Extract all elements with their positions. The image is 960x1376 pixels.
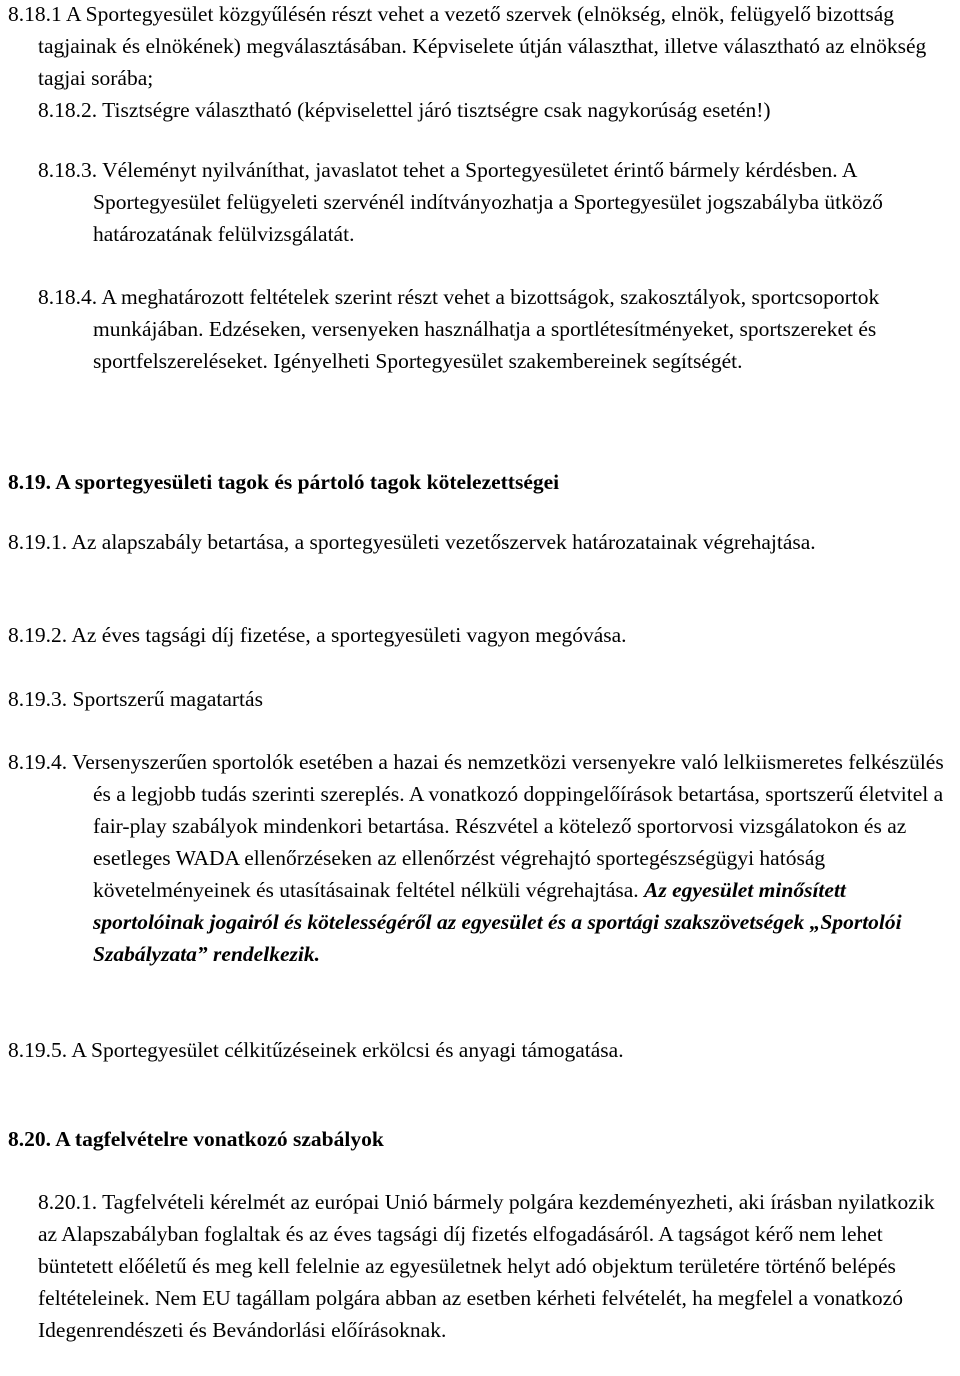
section-text: Véleményt nyilváníthat, javaslatot tehet a Sportegyesületet érintő bármely kérdésben. A Sportegyesület felügyeleti szervénél indítványozhatja a Sportegyesület jogszabályba ütköző határozatának felülvizsgálatát. xyxy=(93,158,883,246)
section-text: Sportszerű magatartás xyxy=(72,687,263,711)
section-text: A Sportegyesület közgyűlésén részt vehet a vezető szervek (elnökség, elnök, felügyelő bizottság tagjainak és elnökének) megválasztásában. Képviselete útján választhat, illetve választható az elnökség tagjai sorába; xyxy=(38,2,927,90)
section-number: 8.19.3. xyxy=(8,687,68,711)
section-text: Az éves tagsági díj fizetése, a sportegyesületi vagyon megóvása. xyxy=(71,623,627,647)
section-8-19-5 xyxy=(0,1034,952,1066)
section-number: 8.18.1 xyxy=(8,2,62,26)
section-8-19-4 xyxy=(0,746,952,970)
section-text: A meghatározott feltételek szerint részt vehet a bizottságok, szakosztályok, sportcsoportok munkájában. Edzéseken, versenyeken használhatja a sportlétesítményeket, sportszereket és sportfelszereléseket. Igényelheti Sportegyesület szakembereinek segítségét. xyxy=(93,285,880,373)
heading-8-19: 8.19. A sportegyesületi tagok és pártoló tagok kötelezettségei xyxy=(8,470,560,494)
section-number: 8.20.1. xyxy=(38,1190,98,1214)
section-text: Tagfelvételi kérelmét az európai Unió bármely polgára kezdeményezheti, aki írásban nyilatkozik az Alapszabályban foglaltak és az éves tagsági díj fizetés elfogadásáról. A tagságot kérő nem lehet büntetett előéletű és meg kell felelnie az egyesületnek helyt adó objektum területére történő belépés feltételeinek. Nem EU tagállam polgára abban az esetben kérheti felvételét, ha megfelel a vonatkozó Idegenrendészeti és Bevándorlási előírásoknak. xyxy=(38,1190,935,1342)
section-8-18-1 xyxy=(0,0,952,94)
section-8-20-1 xyxy=(0,1186,952,1346)
section-number: 8.18.3. xyxy=(38,158,98,182)
section-8-19-2 xyxy=(0,619,952,651)
section-number: 8.19.1. xyxy=(8,530,68,554)
section-number: 8.18.2. xyxy=(38,98,98,122)
section-number: 8.19.2. xyxy=(8,623,68,647)
section-number: 8.19.4. xyxy=(8,750,68,774)
section-number: 8.19.5. xyxy=(8,1038,68,1062)
section-text: Tisztségre választható (képviselettel járó tisztségre csak nagykorúság esetén!) xyxy=(102,98,771,122)
section-8-18-2 xyxy=(0,94,952,126)
section-8-18-4 xyxy=(0,281,952,377)
section-8-18-3 xyxy=(0,154,952,250)
section-8-19-3 xyxy=(0,683,952,715)
section-text: Az alapszabály betartása, a sportegyesületi vezetőszervek határozatainak végrehajtása. xyxy=(71,530,816,554)
section-8-19-1 xyxy=(0,526,952,558)
section-emphasis: Az egyesület minősített sportolóinak jogairól és kötelességéről az egyesület és a sportági szakszövetségek „Sportolói Szabályzata” rendelkezik. xyxy=(93,878,902,966)
section-text: Versenyszerűen sportolók esetében a hazai és nemzetközi versenyekre való lelkiismeretes felkészülés és a legjobb tudás szerinti szereplés. A vonatkozó doppingelőírások betartása, sportszerű életvitel a fair-play szabályok mindenkori betartása. Részvétel a kötelező sportorvosi vizsgálatokon és az esetleges WADA ellenőrzéseken az ellenőrzést végrehajtó sportegészségügyi hatóság követelményeinek és utasításainak feltétel nélküli végrehajtása. xyxy=(72,750,944,902)
section-text: A Sportegyesület célkitűzéseinek erkölcsi és anyagi támogatása. xyxy=(71,1038,624,1062)
section-number: 8.18.4. xyxy=(38,285,98,309)
heading-8-20: 8.20. A tagfelvételre vonatkozó szabályok xyxy=(8,1127,384,1151)
